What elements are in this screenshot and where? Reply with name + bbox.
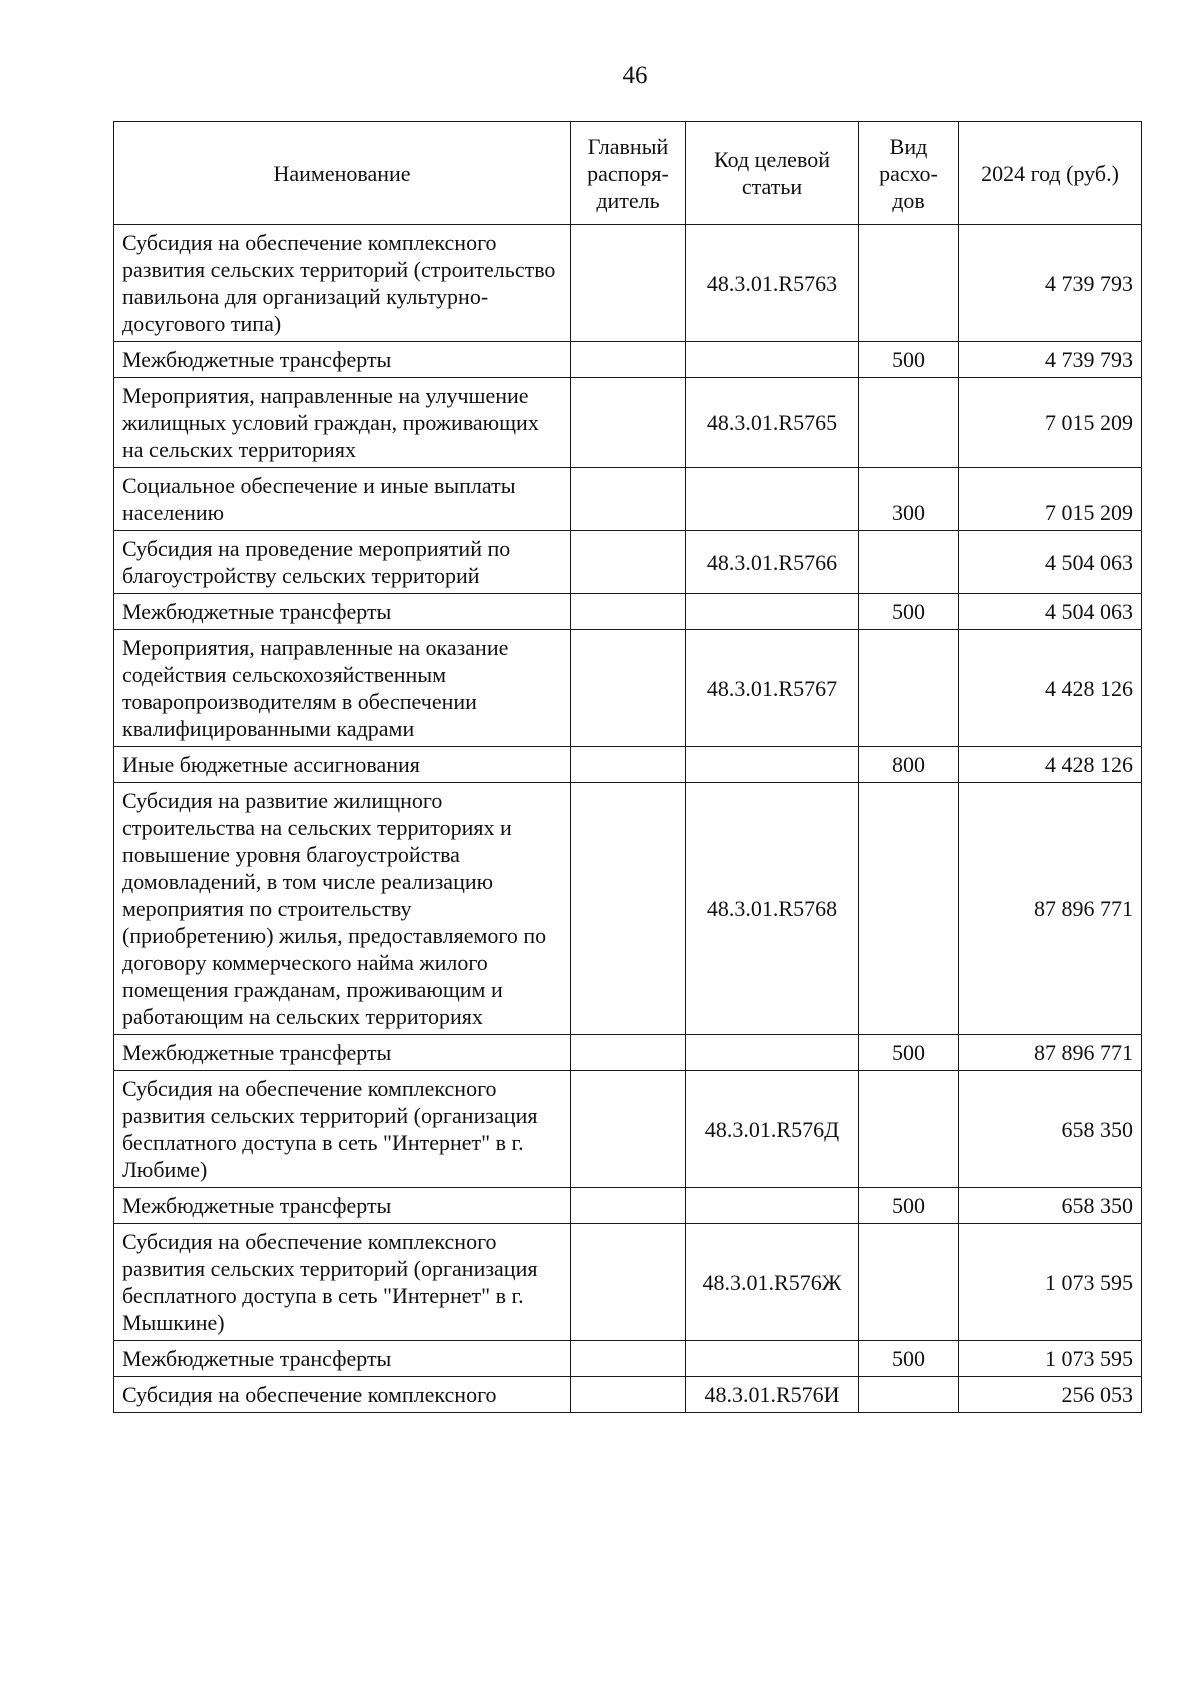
cell-code: 48.3.01.R5766 (686, 531, 859, 594)
cell-name: Субсидия на развитие жилищного строительства на сельских территориях и повышение уровня благоустройства домовладений, в том числе реализацию мероприятия по строительству (приобретению) жилья, предоставляемого по договору коммерческого найма жилого помещения гражданам, проживающим и работающим на сельских территориях (114, 783, 571, 1035)
table-row (114, 378, 1142, 468)
cell-code: 48.3.01.R5767 (686, 630, 859, 747)
cell-kind: 500 (859, 342, 959, 378)
table-row (114, 783, 1142, 1035)
cell-code: 48.3.01.R5768 (686, 783, 859, 1035)
cell-code (686, 1341, 859, 1377)
cell-name: Субсидия на обеспечение комплексного развития сельских территорий (организация бесплатного доступа в сеть "Интернет" в г. Мышкине) (114, 1224, 571, 1341)
cell-name: Субсидия на обеспечение комплексного развития сельских территорий (организация бесплатного доступа в сеть "Интернет" в г. Любиме) (114, 1071, 571, 1188)
cell-amount: 4 504 063 (959, 531, 1142, 594)
cell-admin (571, 468, 686, 531)
table-row (114, 1377, 1142, 1413)
table-row (114, 1035, 1142, 1071)
cell-name: Межбюджетные трансферты (114, 1188, 571, 1224)
cell-code: 48.3.01.R5765 (686, 378, 859, 468)
cell-name: Субсидия на обеспечение комплексного развития сельских территорий (строительство павильона для организаций культурно-досугового типа) (114, 225, 571, 342)
cell-admin (571, 531, 686, 594)
cell-kind: 500 (859, 1341, 959, 1377)
cell-admin (571, 342, 686, 378)
cell-name: Мероприятия, направленные на оказание содействия сельскохозяйственным товаропроизводителям в обеспечении квалифицированными кадрами (114, 630, 571, 747)
header-name: Наименование (114, 122, 571, 225)
header-kind: Вид расхо-дов (859, 122, 959, 225)
cell-kind (859, 783, 959, 1035)
cell-amount: 1 073 595 (959, 1341, 1142, 1377)
cell-code (686, 1035, 859, 1071)
table-row (114, 630, 1142, 747)
table-row (114, 1224, 1142, 1341)
cell-admin (571, 1341, 686, 1377)
cell-name: Межбюджетные трансферты (114, 342, 571, 378)
cell-kind (859, 225, 959, 342)
header-amount: 2024 год (руб.) (959, 122, 1142, 225)
cell-name: Социальное обеспечение и иные выплаты населению (114, 468, 571, 531)
table-row (114, 468, 1142, 531)
cell-code (686, 468, 859, 531)
table-row (114, 747, 1142, 783)
cell-kind: 300 (859, 468, 959, 531)
cell-code (686, 594, 859, 630)
cell-name: Субсидия на проведение мероприятий по благоустройству сельских территорий (114, 531, 571, 594)
table-row (114, 1341, 1142, 1377)
cell-amount: 7 015 209 (959, 378, 1142, 468)
cell-kind: 500 (859, 1035, 959, 1071)
cell-admin (571, 1071, 686, 1188)
cell-admin (571, 378, 686, 468)
page-number: 46 (622, 62, 648, 89)
table-body (114, 225, 1142, 1413)
cell-admin (571, 747, 686, 783)
cell-admin (571, 225, 686, 342)
cell-amount: 87 896 771 (959, 1035, 1142, 1071)
cell-amount: 658 350 (959, 1188, 1142, 1224)
cell-code (686, 747, 859, 783)
cell-admin (571, 1188, 686, 1224)
cell-code: 48.3.01.R576Ж (686, 1224, 859, 1341)
cell-code: 48.3.01.R5763 (686, 225, 859, 342)
cell-admin (571, 594, 686, 630)
cell-kind: 800 (859, 747, 959, 783)
cell-code: 48.3.01.R576Д (686, 1071, 859, 1188)
table-row (114, 225, 1142, 342)
header-code: Код целевой статьи (686, 122, 859, 225)
cell-kind (859, 531, 959, 594)
table-header-row (114, 122, 1142, 225)
table-row (114, 531, 1142, 594)
cell-name: Межбюджетные трансферты (114, 1035, 571, 1071)
table-row (114, 1188, 1142, 1224)
table-row (114, 594, 1142, 630)
cell-kind (859, 1071, 959, 1188)
cell-name: Мероприятия, направленные на улучшение жилищных условий граждан, проживающих на сельских территориях (114, 378, 571, 468)
cell-admin (571, 783, 686, 1035)
cell-name: Межбюджетные трансферты (114, 594, 571, 630)
cell-amount: 1 073 595 (959, 1224, 1142, 1341)
cell-amount: 87 896 771 (959, 783, 1142, 1035)
cell-admin (571, 630, 686, 747)
cell-amount: 4 428 126 (959, 747, 1142, 783)
cell-admin (571, 1035, 686, 1071)
cell-code: 48.3.01.R576И (686, 1377, 859, 1413)
cell-name: Межбюджетные трансферты (114, 1341, 571, 1377)
cell-amount: 256 053 (959, 1377, 1142, 1413)
cell-amount: 658 350 (959, 1071, 1142, 1188)
cell-name: Иные бюджетные ассигнования (114, 747, 571, 783)
cell-code (686, 342, 859, 378)
cell-amount: 4 739 793 (959, 225, 1142, 342)
cell-name: Субсидия на обеспечение комплексного (114, 1377, 571, 1413)
cell-kind (859, 630, 959, 747)
cell-kind (859, 378, 959, 468)
header-admin: Главный распоря-дитель (571, 122, 686, 225)
cell-amount: 7 015 209 (959, 468, 1142, 531)
cell-code (686, 1188, 859, 1224)
cell-admin (571, 1377, 686, 1413)
cell-amount: 4 504 063 (959, 594, 1142, 630)
table-row (114, 1071, 1142, 1188)
cell-amount: 4 739 793 (959, 342, 1142, 378)
cell-kind: 500 (859, 1188, 959, 1224)
cell-kind: 500 (859, 594, 959, 630)
cell-amount: 4 428 126 (959, 630, 1142, 747)
cell-kind (859, 1224, 959, 1341)
table-row (114, 342, 1142, 378)
cell-admin (571, 1224, 686, 1341)
cell-kind (859, 1377, 959, 1413)
budget-table (113, 121, 1142, 1413)
